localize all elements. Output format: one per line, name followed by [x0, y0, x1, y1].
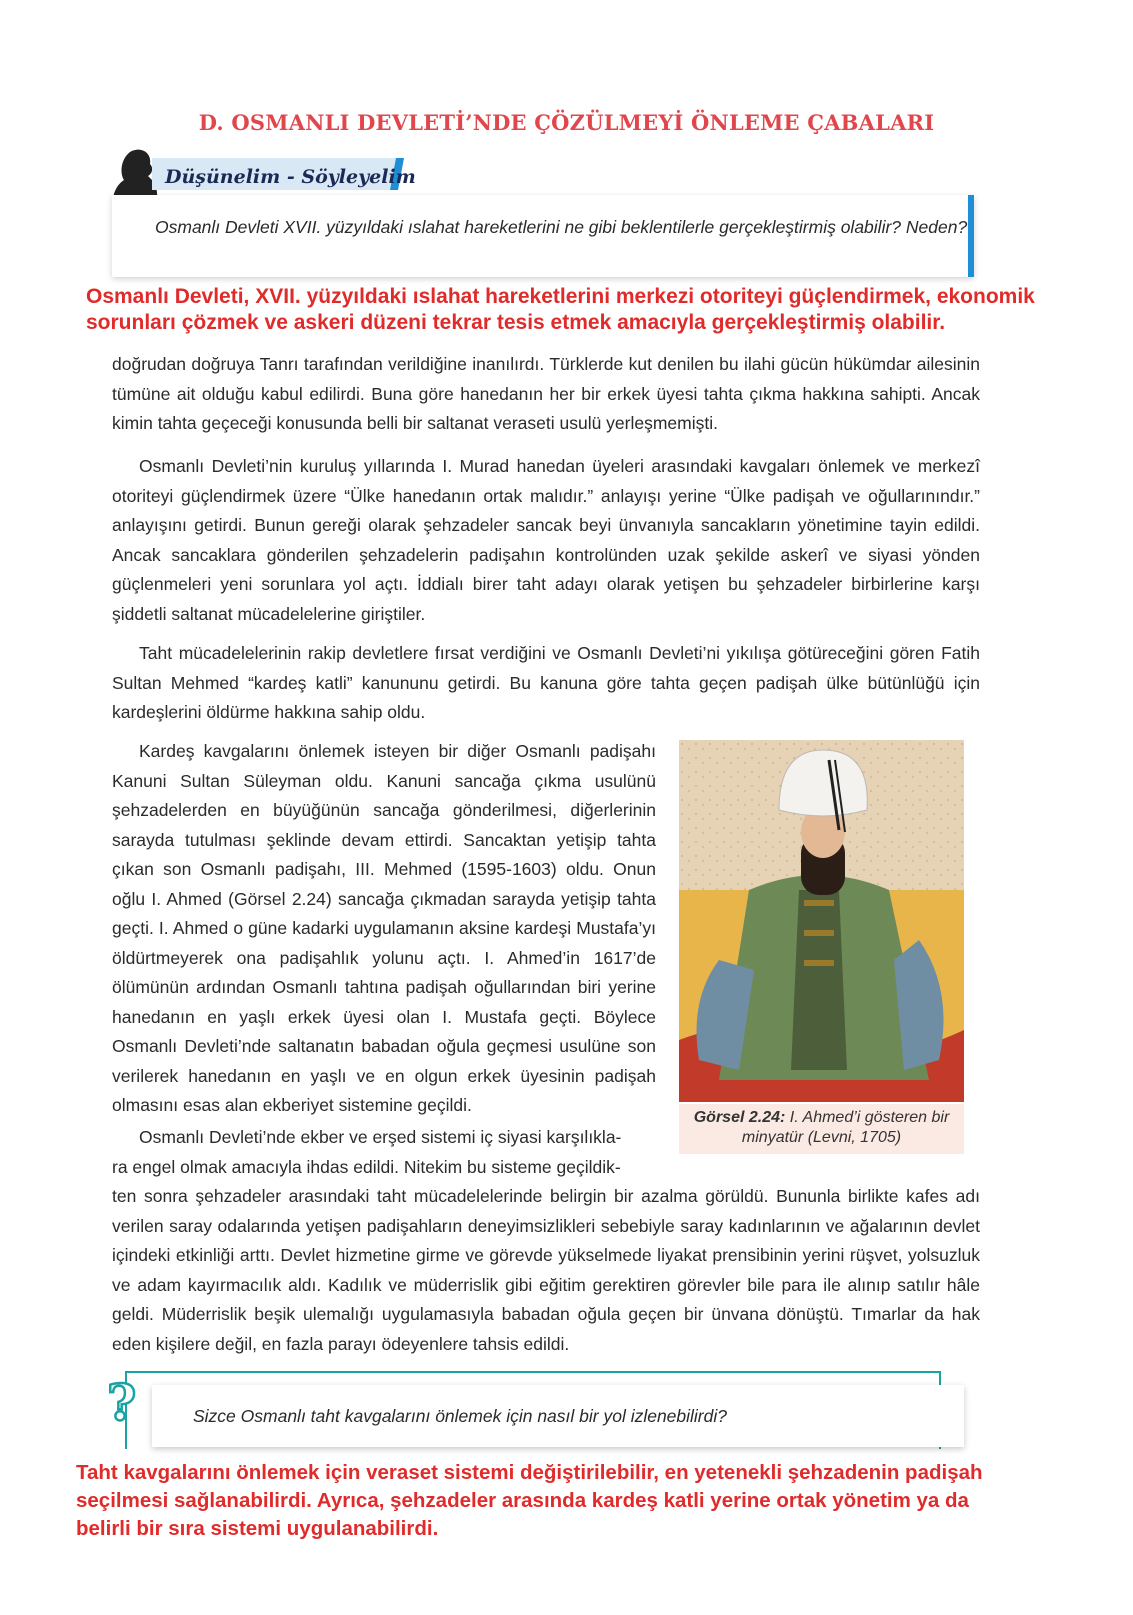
question-text: Sizce Osmanlı taht kavgalarını önlemek için nasıl bir yol izlenebilirdi? [193, 1406, 727, 1426]
paragraph-line: ra engel olmak amacıyla ihdas edildi. Nitekim bu sisteme geçildik- [112, 1156, 621, 1177]
paragraph [112, 356, 980, 442]
figure-label: Görsel 2.24: [693, 1109, 786, 1126]
paragraph [112, 1123, 980, 1359]
answer-2-line: belirli bir sıra sistemi uygulanabilirdi. [76, 1517, 439, 1540]
section-title: D. OSMANLI DEVLETİ’NDE ÇÖZÜLMEYİ ÖNLEME ÇABALARI [198, 110, 935, 135]
paragraph-text: doğrudan doğruya Tanrı tarafından verildiğine inanılırdı. Türklerde kut denilen bu ilahi gücün hükümdar ailesinin tümüne ait olduğu kabul edilirdi. Buna göre hanedanın her bir erkek üyesi tahta çıkma hakkına sahipti. Ancak kimin tahta geçeceği konusunda belli bir saltanat veraseti usulü yerleşmemişti. [112, 356, 980, 433]
paragraph-line: Osmanlı Devleti’nde ekber ve erşed sistemi iç siyasi karşılıkla- [139, 1127, 622, 1147]
answer-1-line: sorunları çözmek ve askeri düzeni tekrar tesis etmek amacıyla gerçekleştirmiş olabilir. [86, 311, 946, 334]
figure-caption [679, 1104, 964, 1154]
figure-caption-line: minyatür (Levni, 1705) [741, 1129, 902, 1146]
question-mark-icon: ? [107, 1373, 137, 1432]
answer-2 [76, 1459, 1086, 1543]
answer-1 [86, 284, 1086, 336]
paragraph: Osmanlı Devleti’nin kuruluş yıllarında I. Murad hanedan üyeleri arasındaki kavgaları önlemek ve merkezî otoriteyi güçlendirmek üzere “Ülke hanedanın ortak malıdır.” anlayışı yerine “Ülke padişah ve oğullarınındır.” anlayışını getirdi. Bunun gereği olarak şehzadeler sancak beyi ünvanıyla sancakların yönetimine tayin edildi. Ancak sancaklara gönderilen şehzadelerin padişahın kontrolünden uzak şekilde askerî ve siyasi yönden güçlenmeleri yeni sorunlara yol açtı. İddialı birer taht adayı olarak yetişen bu şehzadeler birbirlerine karşı şiddetli saltanat mücadelelerine giriştiler. [112, 456, 980, 624]
figure-caption-line: I. Ahmed’i gösteren bir [789, 1109, 950, 1126]
think-question: Osmanlı Devleti XVII. yüzyıldaki ıslahat hareketlerini ne gibi beklentilerle gerçekleştirmiş olabilir? Neden? [155, 217, 968, 237]
paragraph: Taht mücadelelerinin rakip devletlere fırsat verdiğini ve Osmanlı Devleti’ni yıkılışa götüreceğini gören Fatih Sultan Mehmed “kardeş katli” kanununu getirdi. Bu kanuna göre tahta geçen padişah ülke bütünlüğü için kardeşlerini öldürme hakkına sahip oldu. [112, 643, 980, 722]
think-say-label: Düşünelim - Söyleyelim [165, 166, 416, 188]
answer-2-line: seçilmesi sağlanabilirdi. Ayrıca, şehzadeler arasında kardeş katli yerine ortak yönetim ya da [76, 1489, 969, 1512]
paragraph: Kardeş kavgalarını önlemek isteyen bir diğer Osmanlı padişahı Kanuni Sultan Süleyman oldu. Kanuni sancağa çıkma usulünü şehzadelerden en büyüğünün sancağa gönderilmesi, diğerlerinin sarayda tutulması şeklinde devam ettirdi. Sancaktan yetişip tahta çıkan son Osmanlı padişahı, III. Mehmed (1595-1603) oldu. Onun oğlu I. Ahmed (Görsel 2.24) sancağa çıkmadan sarayda yetişip tahta geçti. I. Ahmed o güne kadarki uygulamanın aksine kardeşi Mustafa’yı öldürtmeyerek ona padişahlık yolunu açtı. I. Ahmed’in 1617’de ölümünün ardından Osmanlı tahtına padişah oğullarından biri yerine hanedanın en yaşlı erkek üyesi olan I. Mustafa geçti. Böylece Osmanlı Devleti’nde saltanatın babadan oğula geçmesi usulüne son verilerek hanedanın en yaşlı ve en olgun erkek üyesinin padişah olmasını esas alan ekberiyet sistemine geçildi. [112, 741, 656, 1115]
paragraph-text: ten sonra şehzadeler arasındaki taht mücadelelerinde belirgin bir azalma görüldü. Bununla birlikte kafes adı verilen saray odalarında yetişen padişahların deneyimsizlikleri sebebiyle saray kadınlarının ve ağalarının devlet içindeki etkinliği arttı. Devlet hizmetine girme ve görevde yükselmede liyakat prensibinin yerini rüşvet, yolsuzluk ve adam kayırmacılık aldı. Kadılık ve müderrislik gibi eğitim gerektiren görevler bile para ile alınıp satılır hâle geldi. Müderrislik beşik ulemalığı uygulamasıyla babadan oğula geçen bir ünvana dönüştü. Tımarlar da hak eden kişilere değil, en fazla parayı ödeyenlere tahsis edildi. [112, 1186, 980, 1354]
answer-2-line: Taht kavgalarını önlemek için veraset sistemi değiştirilebilir, en yetenekli şehzadenin padişah [76, 1461, 983, 1484]
ahmed-miniature-image [679, 740, 964, 1102]
answer-1-line: Osmanlı Devleti, XVII. yüzyıldaki ıslahat hareketlerini merkezi otoriteyi güçlendirmek, ekonomik [86, 285, 1035, 308]
